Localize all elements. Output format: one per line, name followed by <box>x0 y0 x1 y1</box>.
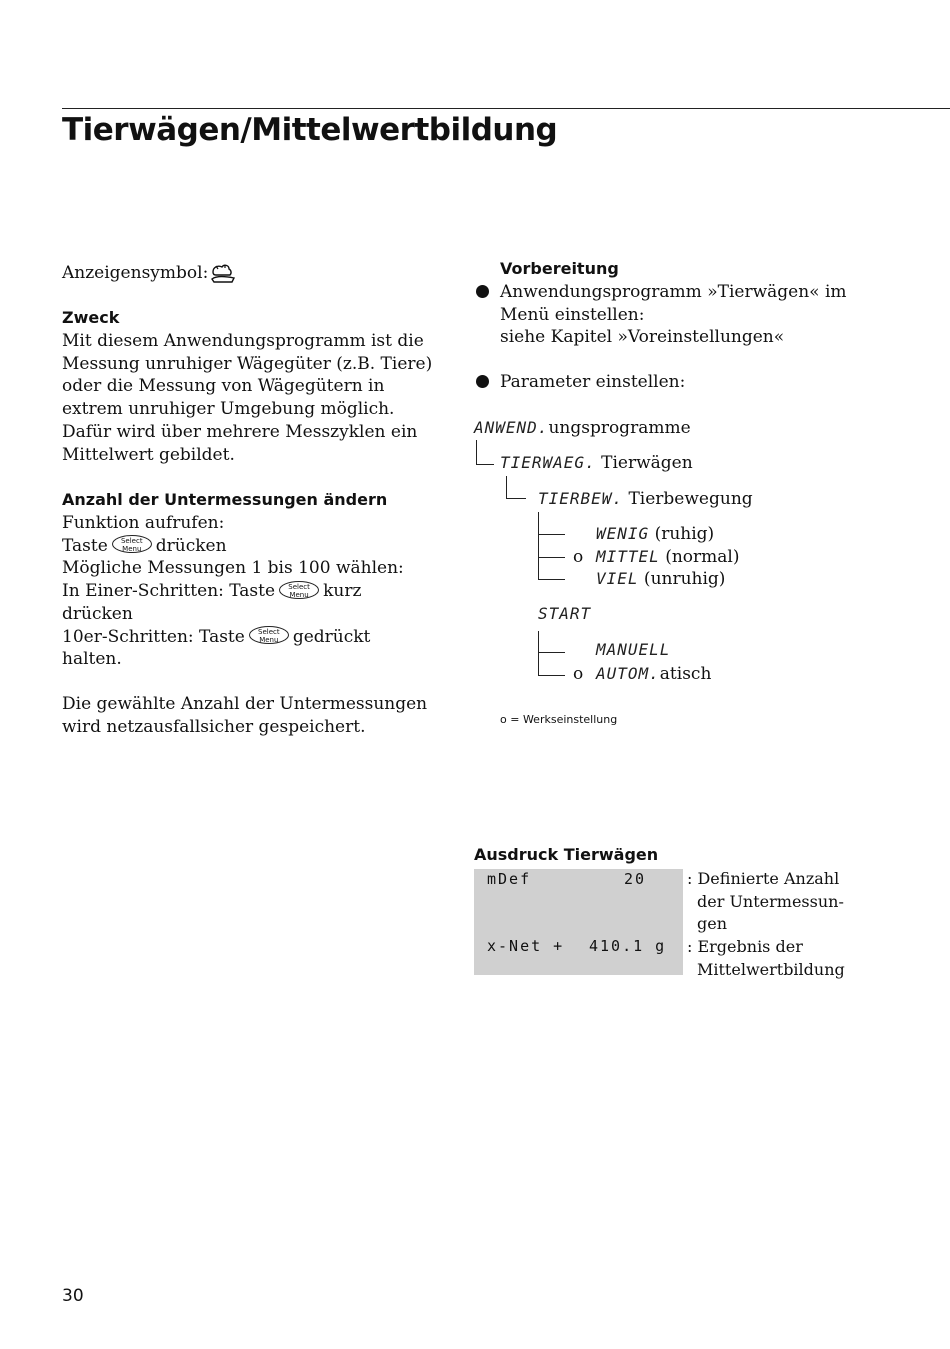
select-menu-key-icon: Select Menu <box>279 581 319 599</box>
print-row2-label: x-Net + <box>487 937 565 955</box>
print-row2-value: 410.1 g <box>589 937 667 955</box>
tree-line <box>538 675 565 676</box>
print-desc2: : Ergebnis der Mittelwertbildung <box>687 937 845 979</box>
option-viel: VIEL (unruhig) <box>596 569 726 589</box>
vorbereitung-heading: Vorbereitung <box>500 259 619 278</box>
bullet-icon <box>476 375 489 388</box>
select-menu-key-icon: Select Menu <box>112 535 152 553</box>
option-autom: AUTOM.atisch <box>596 664 712 684</box>
animal-weighing-icon <box>210 262 236 284</box>
bullet2-text: Parameter einstellen: <box>500 372 686 392</box>
menu-tierwaeg: TIERWAEG. Tierwägen <box>500 453 693 473</box>
tree-line <box>538 579 565 580</box>
ausdruck-heading: Ausdruck Tierwägen <box>474 845 659 864</box>
legend-note: o = Werkseinstellung <box>500 713 618 726</box>
tree-line <box>538 631 539 675</box>
print-desc1: : Definierte Anzahl der Untermessun- gen <box>687 869 844 933</box>
menu-start: START <box>538 604 592 623</box>
tree-line <box>538 534 565 535</box>
tree-line <box>538 557 565 558</box>
menu-tierbew: TIERBEW. Tierbewegung <box>538 489 753 509</box>
default-mark: o <box>573 547 584 567</box>
page-title: Tierwägen/Mittelwertbildung <box>62 112 558 148</box>
tree-line <box>538 652 565 653</box>
symbol-label: Anzeigensymbol: <box>62 263 209 283</box>
bullet1-text: Anwendungsprogramm »Tierwägen« im Menü einstellen: siehe Kapitel »Voreinstellungen« <box>500 282 847 348</box>
header-rule <box>62 108 950 109</box>
tree-line <box>506 498 526 499</box>
option-manuell: MANUELL <box>596 640 671 659</box>
select-menu-key-icon: Select Menu <box>249 626 289 644</box>
default-mark: o <box>573 664 584 684</box>
tree-line <box>476 464 494 465</box>
option-mittel: MITTEL (normal) <box>596 547 740 567</box>
tree-line <box>538 512 539 579</box>
zweck-paragraph: Mit diesem Anwendungsprogramm ist die Messung unruhiger Wägegüter (z.B. Tiere) oder die Messung von Wägegütern in extrem unruhiger Umgebung möglich. Dafür wird über mehrere Messzyklen ein Mittelwert gebildet. <box>62 331 433 465</box>
tree-line <box>506 476 507 498</box>
page-number: 30 <box>62 1286 84 1306</box>
zweck-heading: Zweck <box>62 308 120 327</box>
anzahl-heading: Anzahl der Untermessungen ändern <box>62 490 388 509</box>
print-row1-value: 20 <box>624 870 647 888</box>
saved-paragraph: Die gewählte Anzahl der Untermessungen wird netzausfallsicher gespeichert. <box>62 694 428 737</box>
print-row1-label: mDef <box>487 870 532 888</box>
tree-line <box>476 440 477 464</box>
option-wenig: WENIG (ruhig) <box>596 524 715 544</box>
menu-anwend: ANWEND.ungsprogramme <box>474 418 691 438</box>
anzahl-paragraph: Funktion aufrufen: Taste Select Menu drücken Mögliche Messungen 1 bis 100 wählen: In Einer-Schritten: Taste Select Menu kurz drücken 10er-Schritten: Taste Select Menu gedrückt halten. <box>62 513 404 670</box>
bullet-icon <box>476 285 489 298</box>
